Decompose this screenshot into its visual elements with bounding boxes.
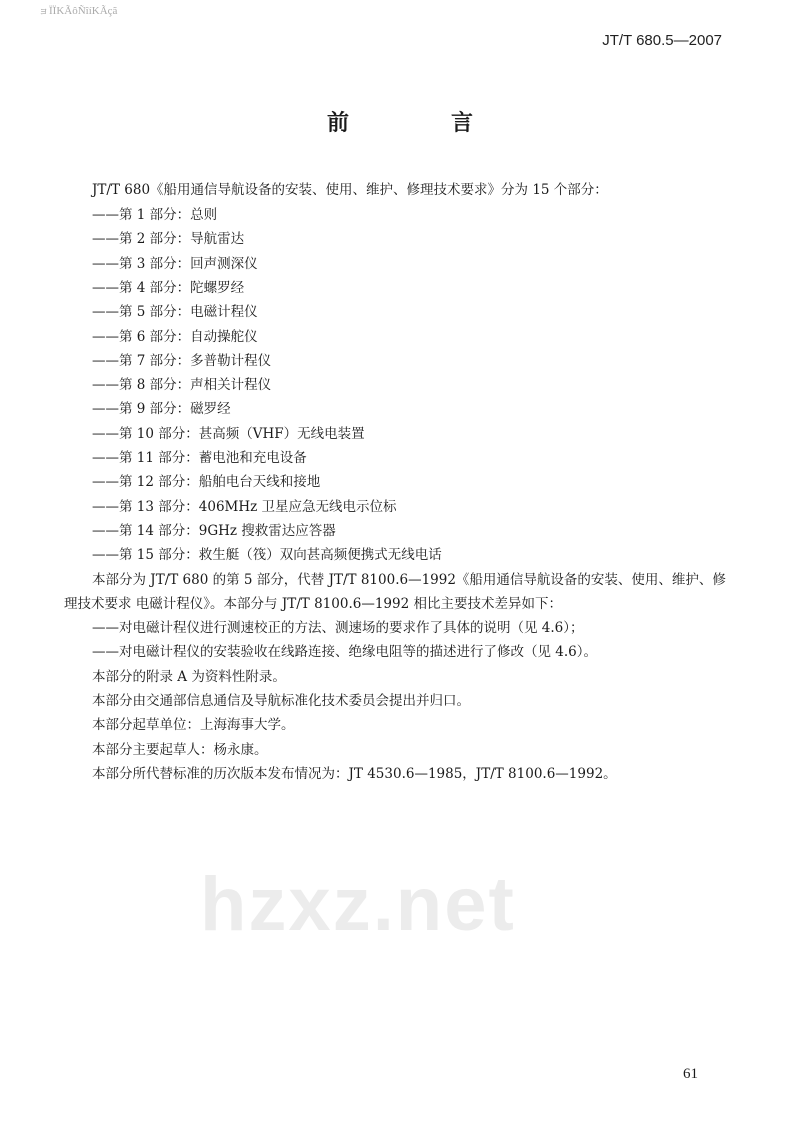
annex-note: 本部分的附录 A 为资料性附录。 [92,669,286,685]
part-list-item: ——第 12 部分：船舶电台天线和接地 [92,474,321,491]
drafting-unit: 本部分起草单位：上海海事大学。 [92,717,295,733]
version-history: 本部分所代替标准的历次版本发布情况为：JT 4530.6—1985，JT/T 8100.6—1992。 [92,766,617,782]
standard-number: JT/T 680.5—2007 [602,32,722,49]
drafter: 本部分主要起草人：杨永康。 [92,742,268,758]
page-number: 61 [683,1066,698,1082]
corner-watermark: ョÏÏKÃôÑîíKÃçã [38,5,118,17]
part-list-item: ——第 5 部分：电磁计程仪 [92,304,258,321]
page-title: 前 言 [326,110,513,136]
part-list-item: ——第 15 部分：救生艇（筏）双向甚高频便携式无线电话 [92,547,442,564]
replace-paragraph-line1: 本部分为 JT/T 680 的第 5 部分，代替 JT/T 8100.6—1992《船用通信导航设备的安装、使用、维护、修 [92,572,726,588]
part-list-item: ——第 9 部分：磁罗经 [92,401,231,418]
intro-paragraph: JT/T 680《船用通信导航设备的安装、使用、维护、修理技术要求》分为 15 个部分： [92,182,608,198]
difference-item: ——对电磁计程仪进行测速校正的方法、测速场的要求作了具体的说明（见 4.6）； [92,620,584,636]
watermark: hzxz.net [200,862,516,947]
part-list-item: ——第 14 部分：9GHz 搜救雷达应答器 [92,522,336,539]
part-list-item: ——第 7 部分：多普勒计程仪 [92,352,272,369]
replace-paragraph-line2: 理技术要求 电磁计程仪》。本部分与 JT/T 8100.6—1992 相比主要技术差异如下： [64,596,562,612]
part-list-item: ——第 2 部分：导航雷达 [92,231,245,248]
difference-item: ——对电磁计程仪的安装验收在线路连接、绝缘电阻等的描述进行了修改（见 4.6）。 [92,644,598,660]
part-list-item: ——第 13 部分：406MHz 卫星应急无线电示位标 [92,498,397,515]
part-list-item: ——第 11 部分：蓄电池和充电设备 [92,450,307,466]
part-list-item: ——第 4 部分：陀螺罗经 [92,279,245,296]
part-list-item: ——第 3 部分：回声测深仪 [92,255,258,272]
proposed-by: 本部分由交通部信息通信及导航标准化技术委员会提出并归口。 [92,693,470,709]
part-list-item: ——第 10 部分：甚高频（VHF）无线电装置 [92,425,365,442]
part-list-item: ——第 1 部分：总则 [92,207,218,223]
part-list-item: ——第 8 部分：声相关计程仪 [92,377,272,394]
part-list-item: ——第 6 部分：自动操舵仪 [92,328,258,345]
